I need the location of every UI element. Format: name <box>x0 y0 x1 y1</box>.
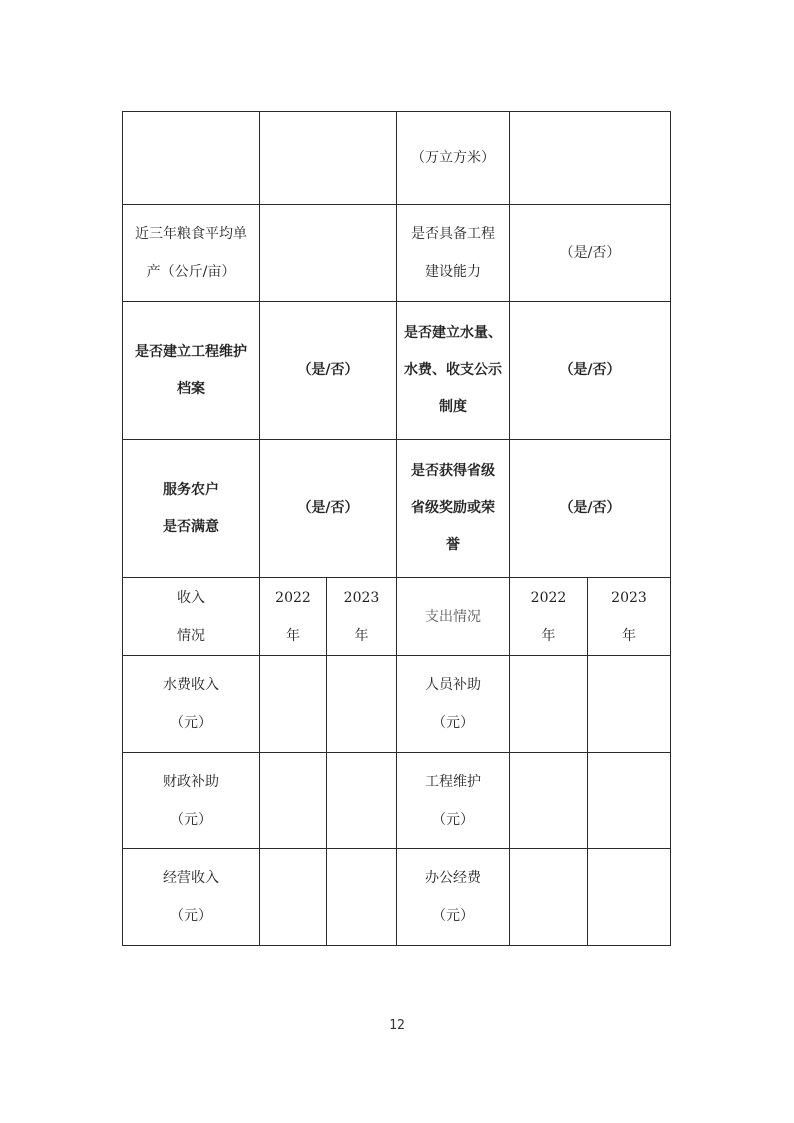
table-row <box>123 849 671 946</box>
cell-empty <box>588 849 671 946</box>
farmer-satisfaction-label: 服务农户 是否满意 <box>123 440 260 578</box>
cell-empty <box>327 753 397 849</box>
info-table <box>122 111 671 946</box>
farmer-satisfaction-value: （是/否） <box>260 440 397 578</box>
unit-cell <box>397 112 510 205</box>
award-value: （是/否） <box>510 440 671 578</box>
cell-empty <box>510 849 588 946</box>
income-header: 收入 情况 <box>123 578 260 656</box>
construction-capability-label: 是否具备工程 建设能力 <box>397 205 510 302</box>
maintenance-archive-label: 是否建立工程维护 档案 <box>123 302 260 440</box>
grain-yield-value <box>260 205 397 302</box>
cell-empty <box>260 849 327 946</box>
cell-empty <box>123 112 260 205</box>
disclosure-system-value: （是/否） <box>510 302 671 440</box>
income-year-2023-header: 2023 年 <box>327 578 397 656</box>
table-header-row <box>123 578 671 656</box>
operating-income-label: 经营收入 （元） <box>123 849 260 946</box>
cell-empty <box>588 753 671 849</box>
fiscal-subsidy-label: 财政补助 （元） <box>123 753 260 849</box>
grain-yield-label: 近三年粮食平均单 产（公斤/亩） <box>123 205 260 302</box>
table-row <box>123 753 671 849</box>
cell-empty <box>327 849 397 946</box>
expense-year-2023-header: 2023 年 <box>588 578 671 656</box>
table-row <box>123 205 671 302</box>
maintenance-archive-value: （是/否） <box>260 302 397 440</box>
award-label: 是否获得省级 省级奖励或荣 誉 <box>397 440 510 578</box>
cell-empty <box>260 656 327 753</box>
cell-empty <box>510 753 588 849</box>
staff-subsidy-label: 人员补助 （元） <box>397 656 510 753</box>
construction-capability-value: （是/否） <box>510 205 671 302</box>
maintenance-cost-label: 工程维护 （元） <box>397 753 510 849</box>
cell-empty <box>260 753 327 849</box>
disclosure-system-label: 是否建立水量、 水费、收支公示 制度 <box>397 302 510 440</box>
cell-empty <box>260 112 397 205</box>
expense-year-2022-header: 2022 年 <box>510 578 588 656</box>
page-number: 12 <box>389 1018 405 1033</box>
cell-empty <box>327 656 397 753</box>
cell-empty <box>510 656 588 753</box>
table-row <box>123 656 671 753</box>
income-year-2022-header: 2022 年 <box>260 578 327 656</box>
expense-header: 支出情况 <box>397 578 510 656</box>
cell-empty <box>510 112 671 205</box>
table-row <box>123 112 671 205</box>
table-row <box>123 302 671 440</box>
table-row <box>123 440 671 578</box>
unit-text: （万立方米） <box>411 150 495 166</box>
water-fee-income-label: 水费收入 （元） <box>123 656 260 753</box>
cell-empty <box>588 656 671 753</box>
office-expense-label: 办公经费 （元） <box>397 849 510 946</box>
